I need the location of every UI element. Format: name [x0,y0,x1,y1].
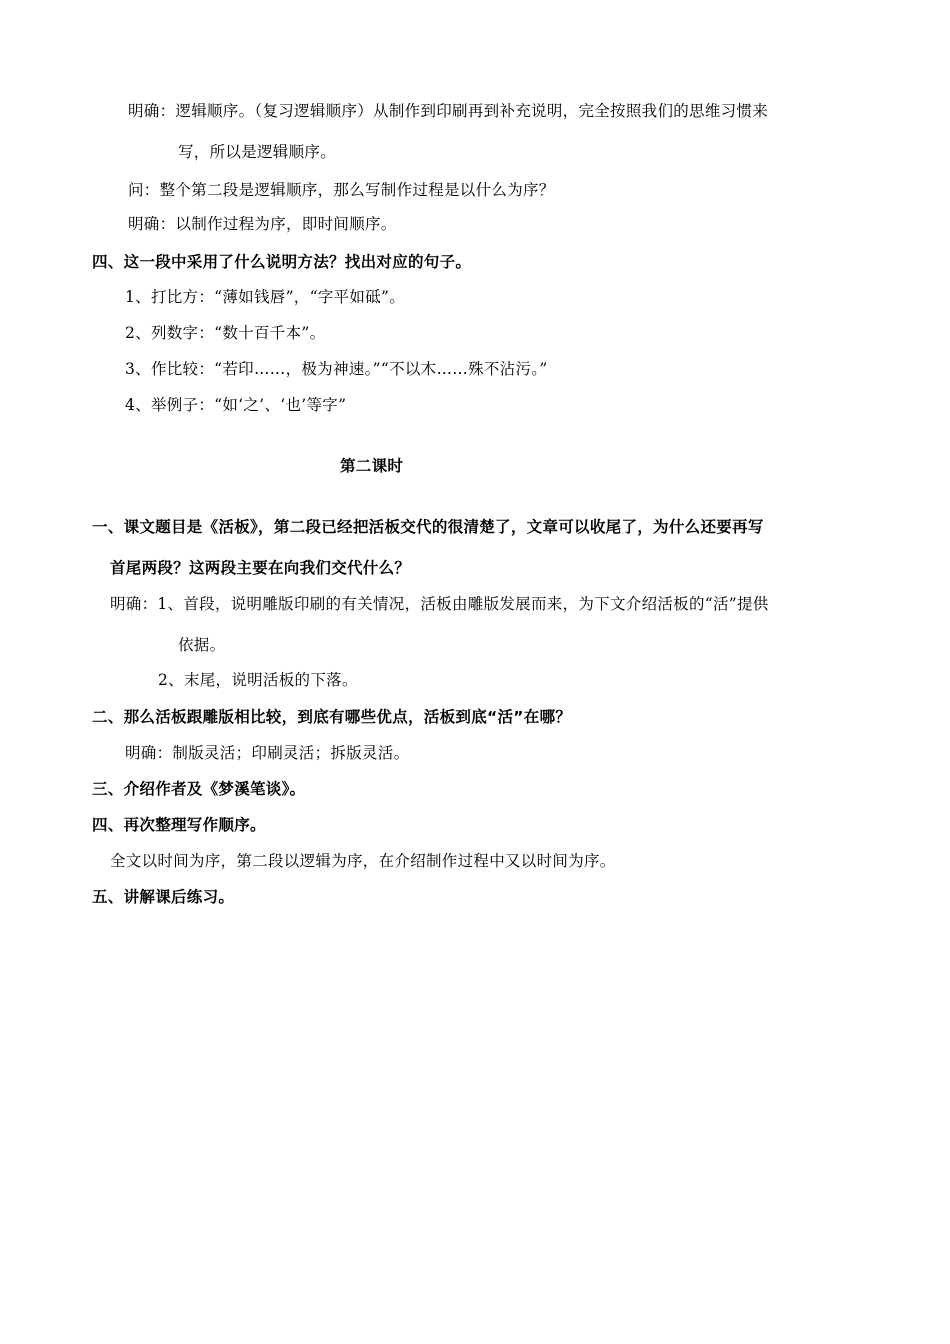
q3: 三、介绍作者及《梦溪笔谈》。 [92,780,306,798]
clarify-process: 明确：以制作过程为序，即时间顺序。 [128,215,397,233]
a1-point-2: 2、末尾，说明活板的下落。 [158,671,358,689]
q2: 二、那么活板跟雕版相比较，到底有哪些优点，活板到底“活”在哪？ [92,708,572,726]
q1-line-1: 一、课文题目是《活板》，第二段已经把活板交代的很清楚了，文章可以收尾了，为什么还要再写 [92,518,764,536]
q4: 四、再次整理写作顺序。 [92,816,266,834]
clarify-order-line-1: 明确：逻辑顺序。（复习逻辑顺序）从制作到印刷再到补充说明，完全按照我们的思维习惯来 [128,102,769,120]
method-item: 2、列数字：“数十百千本”。 [125,324,326,342]
method-item: 3、作比较：“若印……，极为神速。”“不以木……殊不沾污。” [125,360,548,378]
a2: 明确：制版灵活；印刷灵活；拆版灵活。 [125,744,410,762]
q1-line-2: 首尾两段？这两段主要在向我们交代什么？ [110,559,411,577]
lesson2-title: 第二课时 [340,457,404,475]
q5: 五、讲解课后练习。 [92,888,235,906]
method-item: 1、打比方：“薄如钱唇”，“字平如砥”。 [125,288,406,306]
a4: 全文以时间为序，第二段以逻辑为序，在介绍制作过程中又以时间为序。 [110,852,616,870]
method-item: 4、举例子：“如‘之’、‘也’等字” [125,396,347,414]
section4-heading: 四、这一段中采用了什么说明方法？找出对应的句子。 [92,253,472,271]
a1-line-2: 依据。 [178,636,226,654]
a1-line-1: 明确：1、首段，说明雕版印刷的有关情况，活板由雕版发展而来，为下文介绍活板的“活”提供 [110,595,769,613]
clarify-order-line-2: 写，所以是逻辑顺序。 [178,143,337,161]
question-process: 问：整个第二段是逻辑顺序，那么写制作过程是以什么为序？ [128,181,555,199]
